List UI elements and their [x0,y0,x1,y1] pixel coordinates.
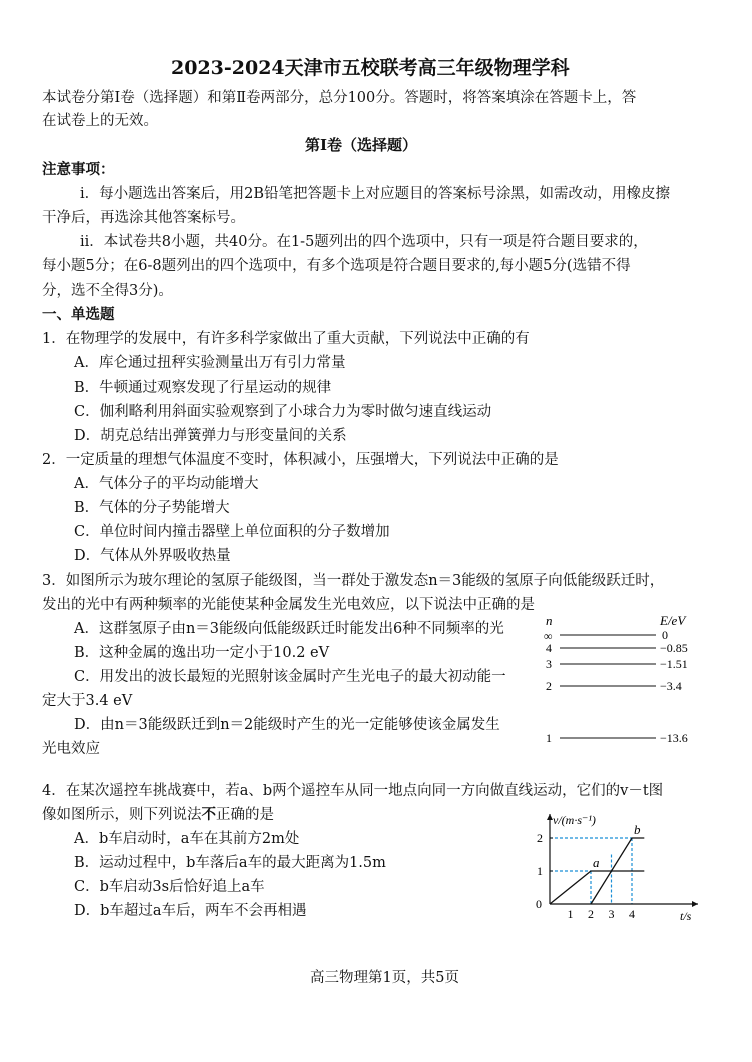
level-e-4: −0.85 [660,641,688,655]
level-e-inf: 0 [662,628,668,642]
x-tick-label: 2 [588,907,594,921]
notes-line: 分，选不全得3分)。 [42,283,173,299]
energy-level-diagram [540,612,740,752]
x-tick-label: 4 [629,907,635,921]
vt-chart [520,808,720,928]
question-3-option-b: B．这种金属的逸出功一定小于10.2 eV [74,645,330,661]
question-3-stem-line-1: 3．如图所示为玻尔理论的氢原子能级图，当一群处于激发态n＝3能级的氢原子向低能级跃迁时， [42,573,665,589]
level-e-3: −1.51 [660,657,688,671]
section-heading: 一、单选题 [42,306,115,323]
notes-line: 每小题5分；在6-8题列出的四个选项中，有多个选项是符合题目要求的,每小题5分(选错不得 [42,258,631,274]
question-1-option-c: C．伽利略利用斜面实验观察到了小球合力为零时做匀速直线运动 [74,404,492,420]
question-3-option-a: A．这群氢原子由n＝3能级向低能级跃迁时能发出6种不同频率的光 [74,621,504,637]
question-2-option-d: D．气体从外界吸收热量 [74,548,231,564]
y-tick-label: 2 [537,831,543,845]
diagram-n-label: n [546,613,553,628]
series-line-a [550,871,644,904]
series-label-a: a [593,855,600,870]
part-title: 第Ⅰ卷（选择题） [305,136,418,154]
x-axis-label: t/s [680,909,692,923]
question-1-stem: 1．在物理学的发展中，有许多科学家做出了重大贡献，下列说法中正确的有 [42,331,530,347]
x-tick-label: 3 [608,907,615,921]
notes-line: i．每小题选出答案后，用2B铅笔把答题卡上对应题目的答案标号涂黑，如需改动，用橡皮擦 [80,186,671,202]
question-2-option-b: B．气体的分子势能增大 [74,500,230,516]
x-axis-arrow [692,901,698,907]
page-footer: 高三物理第1页，共5页 [310,970,459,986]
level-e-2: −3.4 [660,679,682,693]
question-1-option-d: D．胡克总结出弹簧弹力与形变量间的关系 [74,428,347,444]
question-3-option-d-cont: 光电效应 [42,741,100,757]
question-2-option-c: C．单位时间内撞击器壁上单位面积的分子数增加 [74,524,390,540]
x-tick-label: 1 [567,907,574,921]
y-tick-label: 1 [537,864,543,878]
question-1-option-a: A．库仑通过扭秤实验测量出万有引力常量 [74,355,346,371]
page-title: 2023-2024天津市五校联考高三年级物理学科 [171,57,570,79]
question-1-option-b: B．牛顿通过观察发现了行星运动的规律 [74,380,332,396]
level-e-1: −13.6 [660,731,688,745]
question-4-option-d: D．b车超过a车后，两车不会再相遇 [74,903,307,919]
question-4-option-c: C．b车启动3s后恰好追上a车 [74,879,265,895]
question-4-option-a: A．b车启动时，a车在其前方2m处 [74,831,300,847]
question-2-option-a: A．气体分子的平均动能增大 [74,476,259,492]
question-4-stem-emphasis: 不 [201,806,216,823]
question-3-option-d: D．由n＝3能级跃迁到n＝2能级时产生的光一定能够使该金属发生 [74,717,500,733]
level-n-3: 3 [546,657,552,671]
diagram-e-label: E/eV [660,613,686,628]
y-axis-label: v/(m·s⁻¹) [553,813,596,827]
intro-line-1: 本试卷分第Ⅰ卷（选择题）和第Ⅱ卷两部分，总分100分。答题时，将答案填涂在答题卡上，答 [42,90,637,106]
level-n-inf: ∞ [544,629,553,643]
question-3-option-c-cont: 定大于3.4 eV [42,693,133,709]
question-3-option-c: C．用发出的波长最短的光照射该金属时产生光电子的最大初动能一 [74,669,506,685]
notes-heading: 注意事项： [42,161,115,178]
question-4-stem-part: 正确的是 [216,807,274,823]
question-4-stem-line-2 [42,805,274,825]
question-3-stem-line-2: 发出的光中有两种频率的光能使某种金属发生光电效应，以下说法中正确的是 [42,597,535,613]
question-4-stem-part: 像如图所示，则下列说法 [42,807,202,823]
question-4-option-b: B．运动过程中，b车落后a车的最大距离为1.5m [74,855,386,871]
x-tick-label: 0 [536,897,542,911]
level-n-4: 4 [546,641,552,655]
question-4-stem-line-1: 4．在某次遥控车挑战赛中，若a、b两个遥控车从同一地点向同一方向做直线运动，它们的v－t图 [42,783,664,799]
level-n-2: 2 [546,679,552,693]
question-2-stem: 2．一定质量的理想气体温度不变时，体积减小，压强增大，下列说法中正确的是 [42,452,559,468]
notes-line: ii．本试卷共8小题，共40分。在1-5题列出的四个选项中，只有一项是符合题目要求的， [80,234,648,250]
notes-line: 干净后，再选涂其他答案标号。 [42,210,245,226]
intro-line-2: 在试卷上的无效。 [42,113,158,129]
series-label-b: b [634,822,641,837]
level-n-1: 1 [546,731,552,745]
